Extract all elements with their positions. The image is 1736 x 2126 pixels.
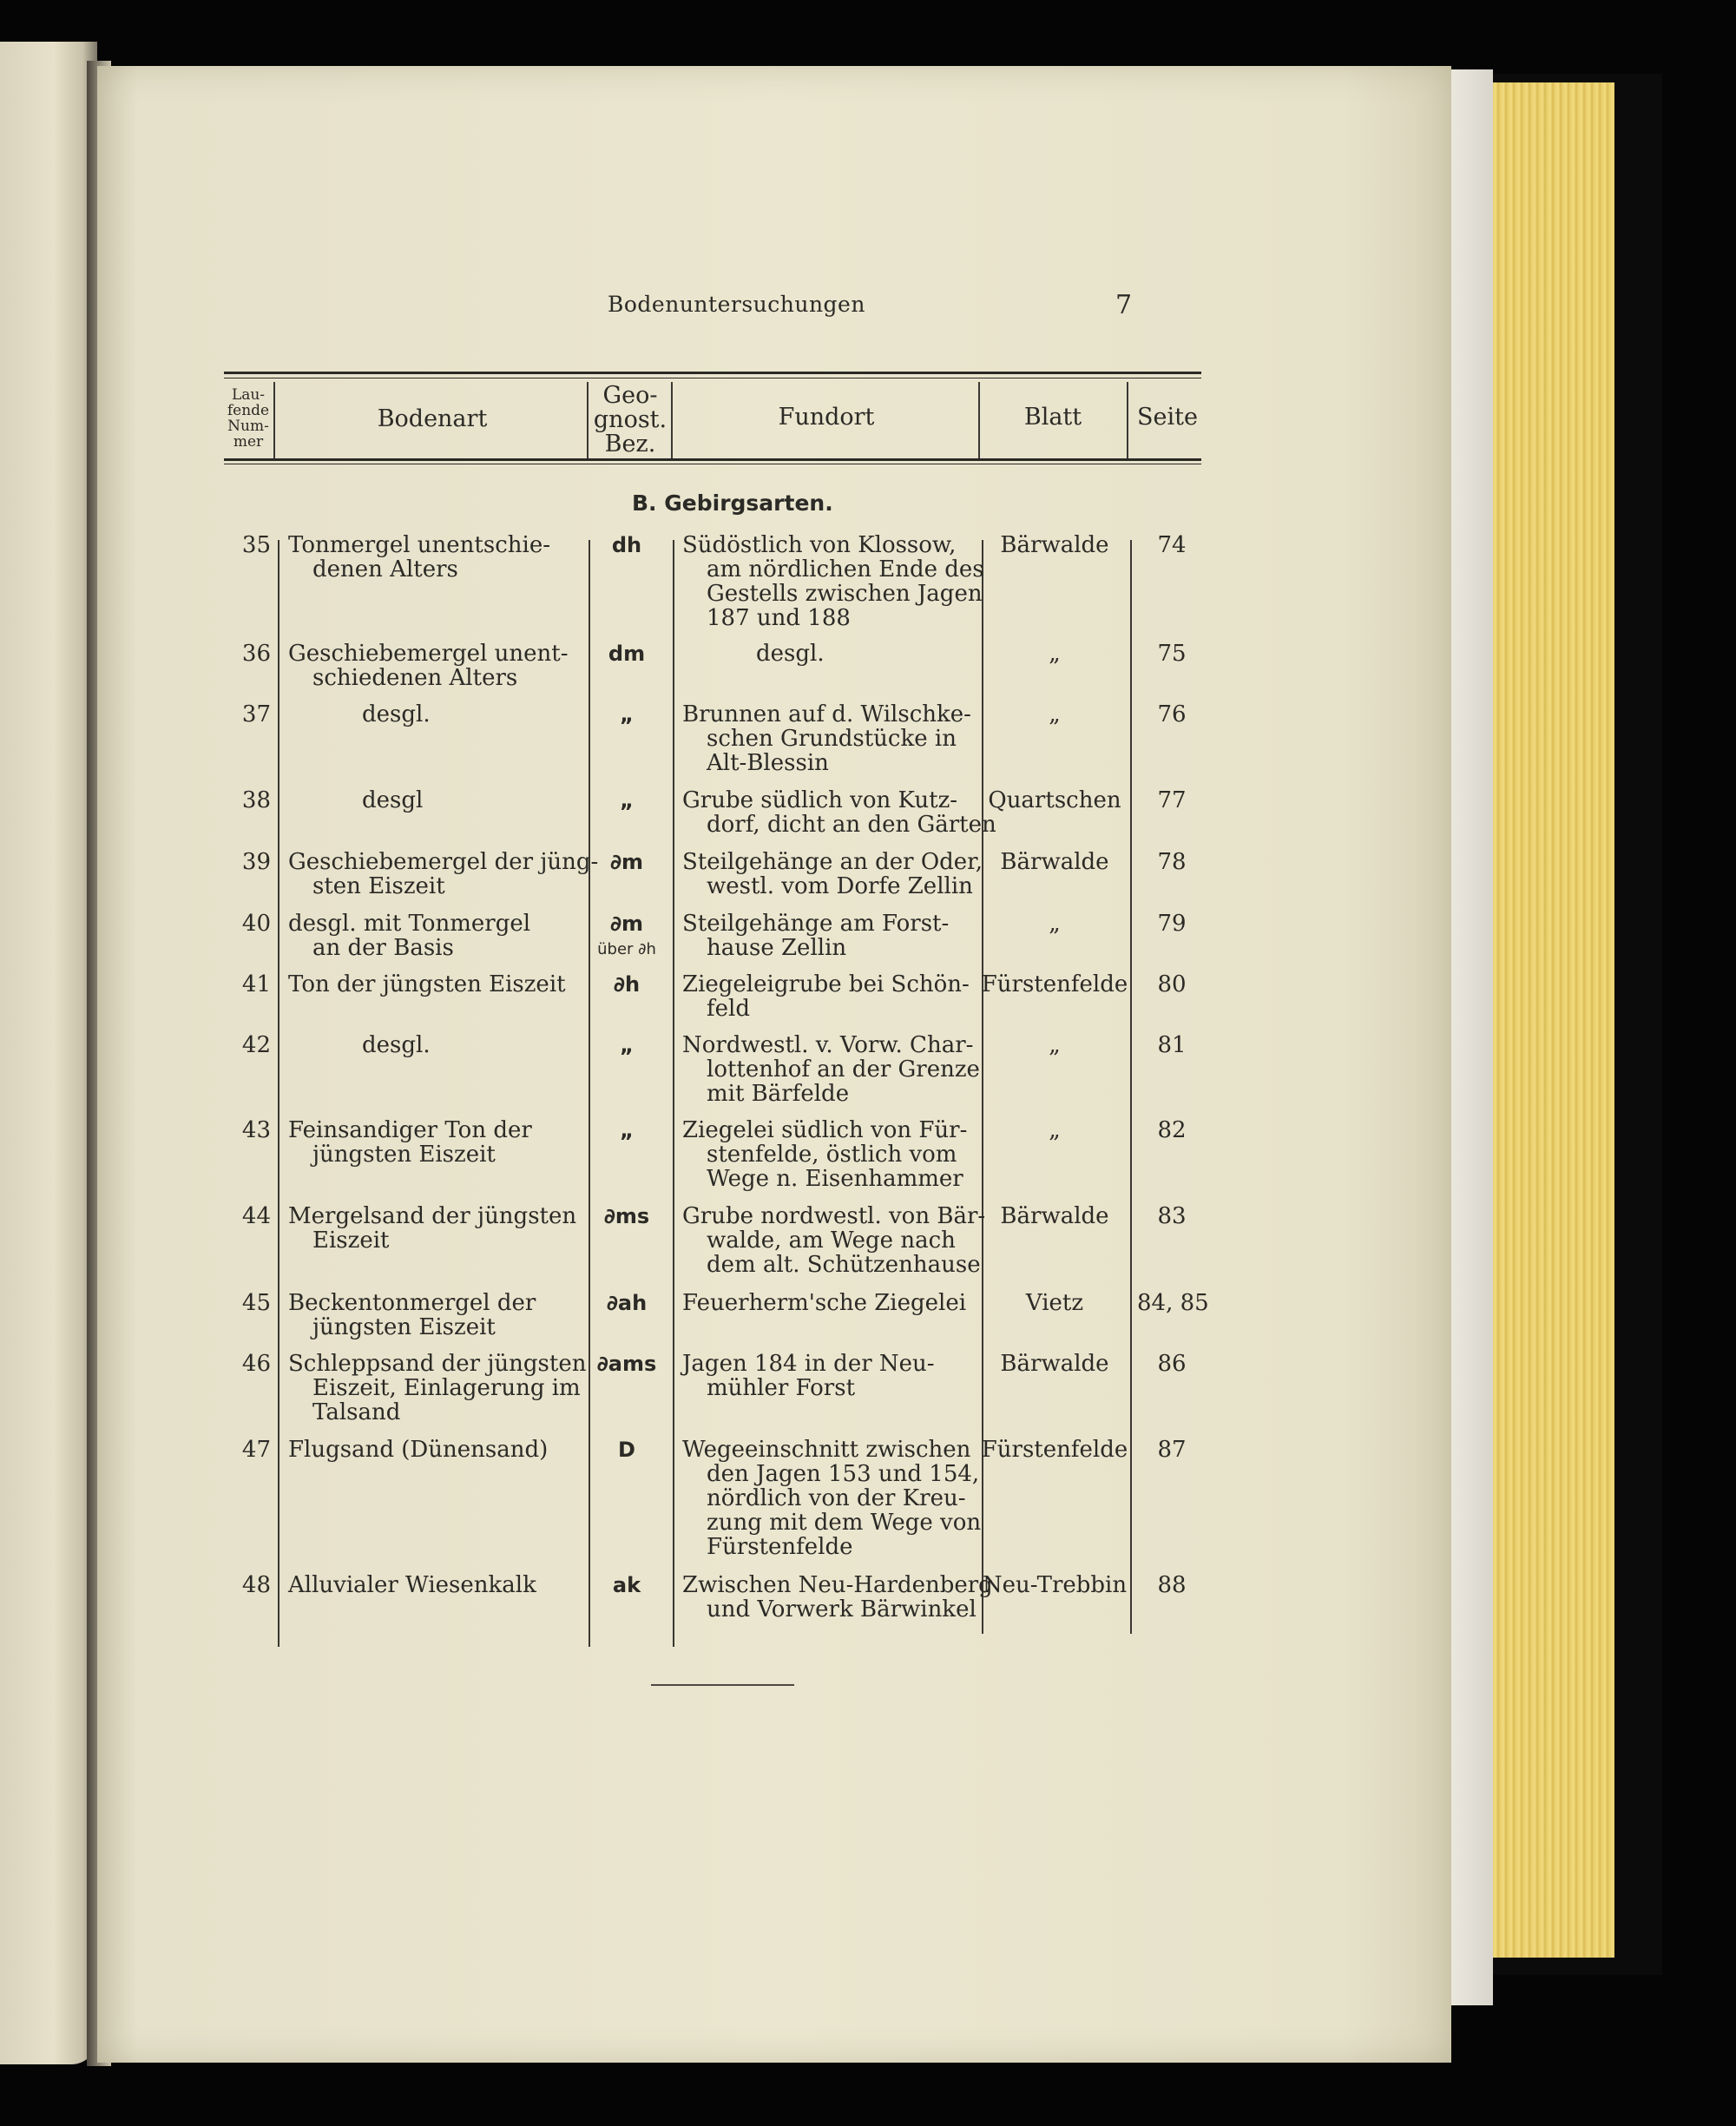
- bodenart-cell: [288, 972, 566, 997]
- row-number: 43: [241, 1117, 271, 1143]
- text-line: Flugsand (Dünensand): [288, 1437, 549, 1463]
- symbol-main: ∂ams: [596, 1352, 657, 1376]
- symbol-main: D: [618, 1438, 635, 1462]
- row-number: 48: [241, 1572, 271, 1598]
- text-line: Ziegeleigrube bei Schön-: [682, 971, 970, 997]
- symbol-main: „: [620, 788, 634, 813]
- symbol-main: „: [620, 702, 634, 727]
- column-divider: [673, 540, 674, 1647]
- blatt-cell: Vietz: [1025, 1290, 1084, 1316]
- blatt-cell: „: [1049, 641, 1061, 667]
- text-line: Tonmergel unentschie-: [288, 532, 551, 558]
- blatt-cell: Fürstenfelde: [981, 971, 1128, 997]
- fundort-cell: [682, 1352, 935, 1400]
- text-line: Alluvialer Wiesenkalk: [288, 1572, 536, 1598]
- row-number: 41: [241, 971, 271, 997]
- symbol-main: dh: [611, 533, 642, 557]
- text-line: jüngsten Eiszeit: [312, 1142, 496, 1168]
- row-number: 46: [241, 1351, 271, 1377]
- geognost-symbol: [583, 642, 670, 666]
- seite-cell: 88: [1157, 1572, 1187, 1598]
- text-line: Ziegelei südlich von Für-: [682, 1117, 968, 1143]
- geognost-symbol: [583, 972, 670, 997]
- symbol-main: ∂m: [609, 850, 644, 874]
- text-line: Wege n. Eisenhammer: [707, 1166, 963, 1192]
- text-line: desgl. mit Tonmergel: [288, 911, 531, 937]
- fundort-cell: [682, 1033, 980, 1106]
- text-line: Grube südlich von Kutz-: [682, 787, 958, 813]
- text-line: Jagen 184 in der Neu-: [682, 1351, 935, 1377]
- text-line: hause Zellin: [707, 935, 847, 961]
- bodenart-cell: [288, 1352, 586, 1425]
- row-number: 45: [241, 1290, 271, 1316]
- geognost-symbol: [583, 912, 670, 962]
- seite-cell: 83: [1157, 1203, 1187, 1229]
- seite-cell: 76: [1157, 701, 1187, 727]
- geognost-symbol: [583, 702, 670, 727]
- text-line: dorf, dicht an den Gärten: [707, 812, 996, 838]
- text-line: Ton der jüngsten Eiszeit: [288, 971, 566, 997]
- text-line: nördlich von der Kreu-: [707, 1485, 966, 1511]
- seite-cell: 77: [1157, 787, 1187, 813]
- blatt-cell: Quartschen: [988, 787, 1121, 813]
- fundort-cell: [682, 642, 825, 666]
- row-number: 44: [241, 1203, 271, 1229]
- text-line: zung mit dem Wege von: [707, 1510, 982, 1536]
- blatt-cell: Bärwalde: [1000, 849, 1109, 875]
- bodenart-cell: [288, 1291, 536, 1339]
- geognost-symbol: [583, 1118, 670, 1142]
- geognost-symbol: [583, 1204, 670, 1228]
- geognost-symbol: [583, 1033, 670, 1057]
- text-line: Nordwestl. v. Vorw. Char-: [682, 1032, 974, 1058]
- symbol-main: „: [620, 1118, 634, 1142]
- header-fundort: Fundort: [778, 404, 875, 431]
- fundort-cell: [682, 1291, 966, 1315]
- bodenart-cell: [288, 702, 431, 727]
- symbol-main: ∂ah: [606, 1291, 648, 1315]
- header-laufende-nummer: Lau- fende Num- mer: [227, 386, 270, 451]
- header-divider: [1127, 382, 1128, 458]
- symbol-main: ∂m: [609, 912, 644, 936]
- geognost-symbol: [583, 533, 670, 557]
- page-number: 7: [1115, 290, 1133, 320]
- geognost-symbol: [583, 1352, 670, 1376]
- section-heading: B. Gebirgsarten.: [632, 490, 833, 516]
- text-line: schen Grundstücke in: [707, 726, 957, 752]
- text-line: Geschiebemergel der jüng-: [288, 849, 599, 875]
- blatt-cell: „: [1049, 911, 1061, 937]
- header-divider: [273, 382, 275, 458]
- bodenart-cell: [288, 533, 550, 582]
- text-line: denen Alters: [312, 556, 458, 583]
- text-line: lottenhof an der Grenze: [707, 1056, 980, 1083]
- row-number: 42: [241, 1032, 271, 1058]
- text-line: Eiszeit, Einlagerung im: [312, 1375, 581, 1401]
- row-number: 35: [241, 532, 271, 558]
- seite-cell: 78: [1157, 849, 1187, 875]
- header-seite: Seite: [1137, 404, 1198, 431]
- text-line: Alt-Blessin: [707, 750, 829, 776]
- blatt-cell: Bärwalde: [1000, 1351, 1109, 1377]
- row-number: 37: [241, 701, 271, 727]
- text-line: stenfelde, östlich vom: [707, 1142, 957, 1168]
- geognost-symbol: [583, 1438, 670, 1462]
- seite-cell: 81: [1157, 1032, 1187, 1058]
- text-line: Schleppsand der jüngsten: [288, 1351, 587, 1377]
- text-line: desgl.: [756, 641, 825, 667]
- bodenart-cell: [288, 642, 568, 690]
- text-line: Grube nordwestl. von Bär-: [682, 1203, 986, 1229]
- table-top-rule: [224, 372, 1201, 374]
- seite-cell: 80: [1157, 971, 1187, 997]
- bodenart-cell: [288, 1204, 576, 1253]
- blatt-cell: Bärwalde: [1000, 532, 1109, 558]
- geognost-symbol: [583, 1573, 670, 1597]
- seite-cell: 75: [1157, 641, 1187, 667]
- text-line: und Vorwerk Bärwinkel: [707, 1596, 976, 1622]
- seite-cell: 87: [1157, 1437, 1187, 1463]
- text-line: Steilgehänge am Forst-: [682, 911, 950, 937]
- text-line: Beckentonmergel der: [288, 1290, 536, 1316]
- text-line: an der Basis: [312, 935, 454, 961]
- fundort-cell: [682, 1573, 993, 1622]
- text-line: schiedenen Alters: [312, 665, 518, 691]
- blatt-cell: „: [1049, 701, 1061, 727]
- text-line: Gestells zwischen Jagen: [707, 581, 983, 607]
- text-line: Brunnen auf d. Wilschke-: [682, 701, 971, 727]
- text-line: feld: [707, 996, 750, 1022]
- text-line: mühler Forst: [707, 1375, 856, 1401]
- text-line: 187 und 188: [707, 605, 851, 631]
- text-line: Zwischen Neu-Hardenberg: [682, 1572, 993, 1598]
- blatt-cell: Bärwalde: [1000, 1203, 1109, 1229]
- geognost-symbol: [583, 850, 670, 874]
- text-line: sten Eiszeit: [312, 873, 445, 899]
- symbol-sub: über ∂h: [597, 940, 656, 958]
- bodenart-cell: [288, 850, 598, 898]
- text-line: Feinsandiger Ton der: [288, 1117, 532, 1143]
- row-number: 47: [241, 1437, 271, 1463]
- row-number: 39: [241, 849, 271, 875]
- seite-cell: 84, 85: [1137, 1290, 1209, 1316]
- page-edges-gilt: [1493, 82, 1614, 1958]
- text-line: dem alt. Schützenhause: [707, 1252, 981, 1278]
- fundort-cell: [682, 1118, 967, 1191]
- text-line: Geschiebemergel unent-: [288, 641, 569, 667]
- symbol-main: dm: [608, 642, 646, 666]
- geognost-symbol: [583, 788, 670, 813]
- blatt-cell: „: [1049, 1117, 1061, 1143]
- seite-cell: 74: [1157, 532, 1187, 558]
- bodenart-cell: [288, 1118, 532, 1167]
- text-line: Steilgehänge an der Oder,: [682, 849, 983, 875]
- column-divider: [278, 540, 279, 1647]
- text-line: Talsand: [312, 1399, 401, 1425]
- bodenart-cell: [288, 788, 423, 813]
- bodenart-cell: [288, 912, 530, 960]
- text-line: mit Bärfelde: [707, 1081, 850, 1107]
- symbol-main: ak: [612, 1573, 641, 1597]
- geognost-symbol: [583, 1291, 670, 1315]
- seite-cell: 82: [1157, 1117, 1187, 1143]
- header-geognost: Geo- gnost. Bez.: [593, 382, 667, 457]
- text-line: jüngsten Eiszeit: [312, 1314, 496, 1340]
- header-divider: [587, 382, 589, 458]
- left-page-edge: [0, 42, 97, 2064]
- blatt-cell: „: [1049, 1032, 1061, 1058]
- fundort-cell: [682, 788, 996, 837]
- header-bodenart: Bodenart: [377, 405, 488, 432]
- symbol-main: „: [620, 1033, 634, 1057]
- running-title: Bodenuntersuchungen: [608, 292, 865, 317]
- fundort-cell: [682, 972, 970, 1021]
- fundort-cell: [682, 850, 983, 898]
- text-line: Mergelsand der jüngsten: [288, 1203, 577, 1229]
- text-line: desgl.: [362, 701, 431, 727]
- text-line: Fürstenfelde: [707, 1534, 853, 1560]
- fundort-cell: [682, 1204, 985, 1277]
- text-line: westl. vom Dorfe Zellin: [707, 873, 973, 899]
- text-line: walde, am Wege nach: [707, 1228, 956, 1254]
- row-number: 40: [241, 911, 271, 937]
- symbol-main: ∂h: [613, 972, 641, 997]
- header-divider: [671, 382, 673, 458]
- text-line: Feuerherm'sche Ziegelei: [682, 1290, 967, 1316]
- symbol-main: ∂ms: [603, 1204, 650, 1228]
- header-blatt: Blatt: [1023, 404, 1082, 431]
- text-line: desgl.: [362, 1032, 431, 1058]
- text-line: Wegeeinschnitt zwischen: [682, 1437, 971, 1463]
- row-number: 36: [241, 641, 271, 667]
- text-line: Südöstlich von Klossow,: [682, 532, 957, 558]
- text-line: den Jagen 153 und 154,: [707, 1461, 980, 1487]
- fundort-cell: [682, 533, 984, 630]
- text-line: Eiszeit: [312, 1228, 390, 1254]
- end-rule: [651, 1684, 794, 1686]
- seite-cell: 79: [1157, 911, 1187, 937]
- seite-cell: 86: [1157, 1351, 1187, 1377]
- blatt-cell: Fürstenfelde: [981, 1437, 1128, 1463]
- text-line: desgl: [362, 787, 424, 813]
- bodenart-cell: [288, 1573, 536, 1597]
- row-number: 38: [241, 787, 271, 813]
- header-divider: [978, 382, 980, 458]
- bodenart-cell: [288, 1033, 431, 1057]
- bodenart-cell: [288, 1438, 548, 1462]
- blatt-cell: Neu-Trebbin: [982, 1572, 1128, 1598]
- fundort-cell: [682, 1438, 981, 1559]
- fundort-cell: [682, 702, 971, 775]
- column-divider: [1130, 540, 1132, 1634]
- text-line: am nördlichen Ende des: [707, 556, 984, 583]
- fundort-cell: [682, 912, 949, 960]
- table-header-bottom-rule: [224, 458, 1201, 461]
